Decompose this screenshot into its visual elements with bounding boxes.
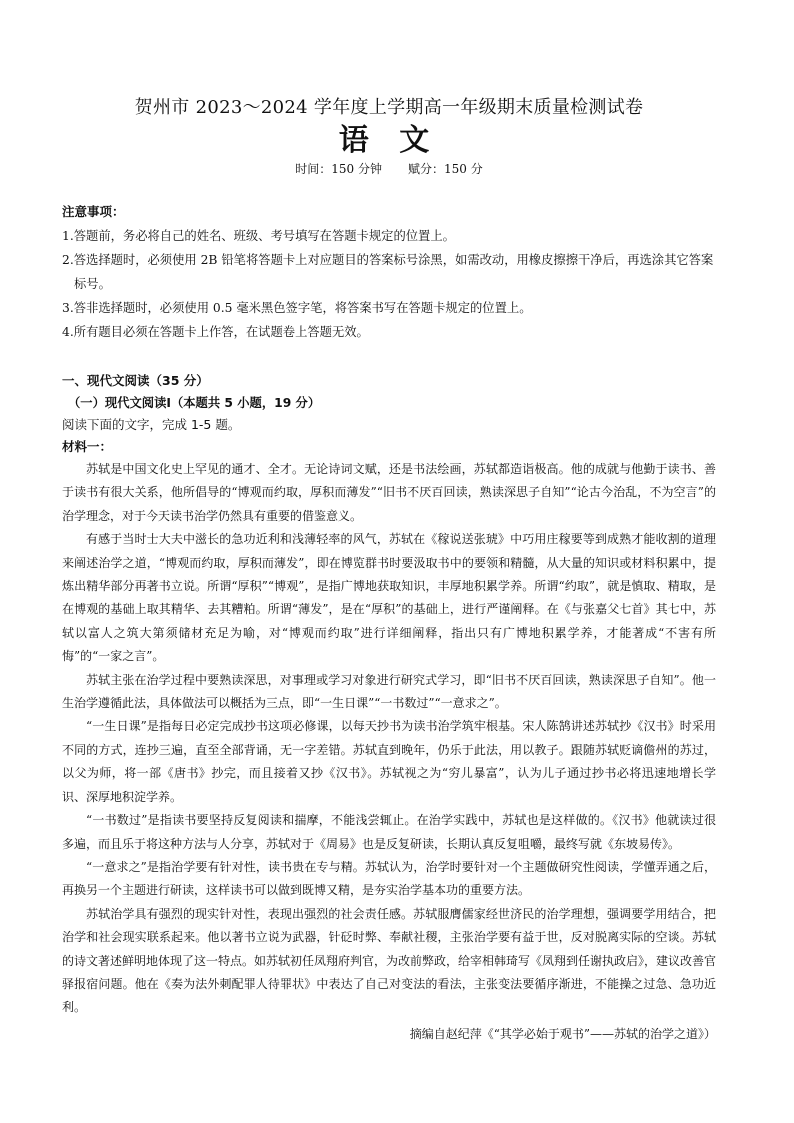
paragraph-6: “一意求之”是指治学要有针对性，读书贵在专与精。苏轼认为，治学时要针对一个主题做研究性阅读，学懂弄通之后，再换另一个主题进行研读，这样读书可以做到既博又精，是夯实治学基本功的重要方法。 [62, 859, 716, 898]
paragraph-5: “一书数过”是指读书要坚持反复阅读和揣摩，不能浅尝辄止。在治学实践中，苏轼也是这样做的。《汉书》他就读过很多遍，而且乐于将这种方法与人分享，苏轼对于《周易》也是反复研读，长期认真反复咀嚼，最终写就《东坡易传》。 [62, 813, 716, 851]
exam-score: 赋分：150 分 [408, 162, 483, 176]
exam-title: 贺州市 2023～2024 学年度上学期高一年级期末质量检测试卷 [134, 97, 644, 118]
paragraph-3: 苏轼主张在治学过程中要熟读深思，对事理或学习对象进行研究式学习，即“旧书不厌百回读，熟读深思子自知”。他一生治学遵循此法，具体做法可以概括为三点，即“一生日课”“一书数过”“一意求之”。 [62, 672, 716, 711]
subject-title: 语 文 [338, 123, 440, 158]
exam-time: 时间：150 分钟 [295, 162, 382, 176]
note-item-3: 3.答非选择题时，必须使用 0.5 毫米黑色签字笔，将答案书写在答题卡规定的位置上。 [62, 301, 532, 315]
note-item-1: 1.答题前，务必将自己的姓名、班级、考号填写在答题卡规定的位置上。 [62, 229, 455, 243]
exam-meta [62, 160, 716, 178]
paragraph-4: “一生日课”是指每日必定完成抄书这项必修课，以每天抄书为读书治学筑牢根基。宋人陈鹄讲述苏轼抄《汉书》时采用不同的方式，连抄三遍，直至全部背诵，无一字差错。苏轼直到晚年，仍乐于此法，用以教子。跟随苏轼贬谪儋州的苏过，以父为师，将一部《唐书》抄完，而且接着又抄《汉书》。苏轼视之为“穷儿暴富”，认为儿子通过抄书必将迅速地增长学识、深厚地积淀学养。 [62, 719, 716, 804]
subsection-title: （一）现代文阅读Ⅰ（本题共 5 小题，19 分） [68, 396, 321, 410]
paragraph-1: 苏轼是中国文化史上罕见的通才、全才。无论诗词文赋，还是书法绘画，苏轼都造诣极高。他的成就与他勤于读书、善于读书有很大关系，他所倡导的“博观而约取，厚积而薄发”“旧书不厌百回读，熟读深思子自知”“论古今治乱，不为空言”的治学理念，对于今天读书治学仍然具有重要的借鉴意义。 [62, 462, 716, 523]
note-item-4: 4.所有题目必须在答题卡上作答，在试题卷上答题无效。 [62, 325, 369, 339]
notes-heading: 注意事项： [62, 204, 125, 219]
material-label: 材料一： [62, 439, 113, 454]
reading-instruction: 阅读下面的文字，完成 1-5 题。 [62, 417, 241, 432]
section-title: 一、现代文阅读（35 分） [62, 373, 209, 388]
note-item-2: 2.答选择题时，必须使用 2B 铅笔将答题卡上对应题目的答案标号涂黑，如需改动，用橡皮擦擦干净后，再选涂其它答案标号。 [62, 253, 714, 291]
paragraph-2: 有感于当时士大夫中滋长的急功近利和浅薄轻率的风气，苏轼在《稼说送张琥》中巧用庄稼要等到成熟才能收割的道理来阐述治学之道，“博观而约取，厚积而薄发”，即在博览群书时要汲取书中的要领和精髓，从大量的知识或材料积累中，提炼出精华部分再著书立说。所谓“厚积”“博观”，是指广博地获取知识，丰厚地积累学养。所谓“约取”，就是慎取、精取，是在博观的基础上取其精华、去其糟粕。所谓“薄发”，是在“厚积”的基础上，进行严谨阐释。在《与张嘉父七首》其七中，苏轼以富人之筑大第须储材充足为喻，对“博观而约取”进行详细阐释，指出只有广博地积累学养，才能著成“不害有所悔”的“一家之言”。 [62, 532, 716, 664]
source-citation: 摘编自赵纪萍《“其学必始于观书”——苏轼的治学之道》） [409, 1026, 716, 1041]
paragraph-7: 苏轼治学具有强烈的现实针对性，表现出强烈的社会责任感。苏轼服膺儒家经世济民的治学理想，强调要学用结合，把治学和社会现实联系起来。他以著书立说为武器，针砭时弊、奉献社稷，主张治学要有益于世，反对脱离实际的空谈。苏轼的诗文著述鲜明地体现了这一特点。如苏轼初任凤翔府判官，为改前弊政，给宰相韩琦写《凤翔到任谢执政启》，建议改善官驿报宿问题。他在《奏为法外刺配罪人待罪状》中表达了自己对变法的看法，主张变法要循序渐进，不能操之过急、急功近利。 [62, 906, 717, 1015]
